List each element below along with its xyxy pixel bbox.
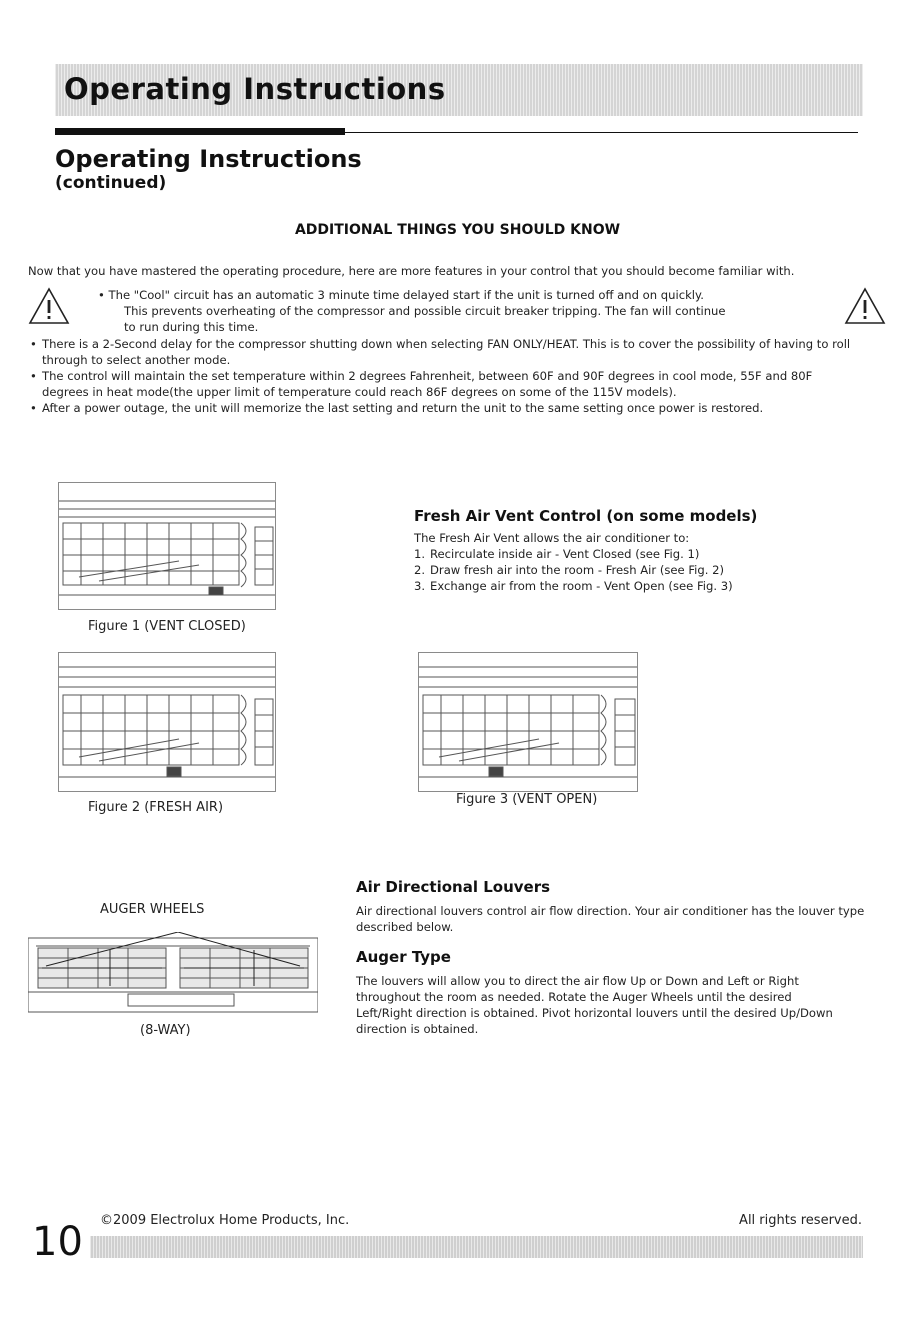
section-title: Operating Instructions xyxy=(55,145,362,173)
fresh-air-body xyxy=(414,530,864,594)
title-rule-thick xyxy=(55,128,345,135)
auger-wheels-label: AUGER WHEELS xyxy=(100,902,205,917)
cool-note-line-3: to run during this time. xyxy=(124,320,259,334)
list-item: 3. Exchange air from the room - Vent Open (see Fig. 3) xyxy=(414,579,733,593)
banner-title: Operating Instructions xyxy=(64,72,446,106)
list-item: • After a power outage, the unit will memorize the last setting and return the unit to the same setting once power is restored. xyxy=(30,400,860,416)
auger-wheels-illustration xyxy=(28,932,318,1014)
figure-1-caption: Figure 1 (VENT CLOSED) xyxy=(88,619,246,634)
additional-bullet-list xyxy=(30,336,860,416)
fresh-air-list xyxy=(414,546,864,594)
footer-copyright: ©2009 Electrolux Home Products, Inc. xyxy=(100,1213,350,1228)
louvers-title: Air Directional Louvers xyxy=(356,878,551,896)
auger-8-way-caption: (8-WAY) xyxy=(140,1023,191,1038)
figure-vent-closed-illustration xyxy=(58,482,276,610)
figure-2-caption: Figure 2 (FRESH AIR) xyxy=(88,800,224,815)
cool-note-line-2: This prevents overheating of the compressor and possible circuit breaker tripping. The fan will continue xyxy=(124,304,726,318)
title-rule-thin xyxy=(345,132,858,133)
auger-type-body: The louvers will allow you to direct the air flow Up or Down and Left or Right throughout the room as needed. Rotate the Auger Wheels until the desired Left/Right direction is obtained. Pivot horizontal louvers until the desired Up/Down direction is obtained. xyxy=(356,974,833,1036)
cool-note-line-1: • The "Cool" circuit has an automatic 3 minute time delayed start if the unit is turned off and on quickly. xyxy=(98,288,704,302)
fresh-air-intro: The Fresh Air Vent allows the air conditioner to: xyxy=(414,531,690,545)
additional-heading: ADDITIONAL THINGS YOU SHOULD KNOW xyxy=(294,222,621,238)
auger-type-title: Auger Type xyxy=(356,948,451,966)
warning-triangle-icon xyxy=(844,287,886,325)
fresh-air-title: Fresh Air Vent Control (on some models) xyxy=(414,507,758,525)
figure-3-caption: Figure 3 (VENT OPEN) xyxy=(456,792,598,807)
list-item: 2. Draw fresh air into the room - Fresh Air (see Fig. 2) xyxy=(414,563,725,577)
footer-band xyxy=(90,1236,863,1258)
cool-circuit-note xyxy=(98,287,838,335)
louvers-body: Air directional louvers control air flow direction. Your air conditioner has the louver type described below. xyxy=(356,904,865,934)
figure-fresh-air-illustration xyxy=(58,652,276,792)
list-item: • The control will maintain the set temperature within 2 degrees Fahrenheit, between 60F and 90F degrees in cool mode, 55F and 80F degrees in heat mode(the upper limit of temperature could reach 86F degrees on some of the 115V models). xyxy=(30,368,860,400)
list-item: • There is a 2-Second delay for the compressor shutting down when selecting FAN ONLY/HEAT. This is to cover the possibility of having to roll through to select another mode. xyxy=(30,336,860,368)
additional-intro: Now that you have mastered the operating procedure, here are more features in your control that you should become familiar with. xyxy=(28,264,795,278)
page-number: 10 xyxy=(32,1219,83,1265)
warning-triangle-icon xyxy=(28,287,70,325)
footer-rights: All rights reserved. xyxy=(739,1213,862,1228)
figure-vent-open-illustration xyxy=(418,652,638,792)
section-subtitle: (continued) xyxy=(55,173,167,193)
list-item: 1. Recirculate inside air - Vent Closed (see Fig. 1) xyxy=(414,547,700,561)
